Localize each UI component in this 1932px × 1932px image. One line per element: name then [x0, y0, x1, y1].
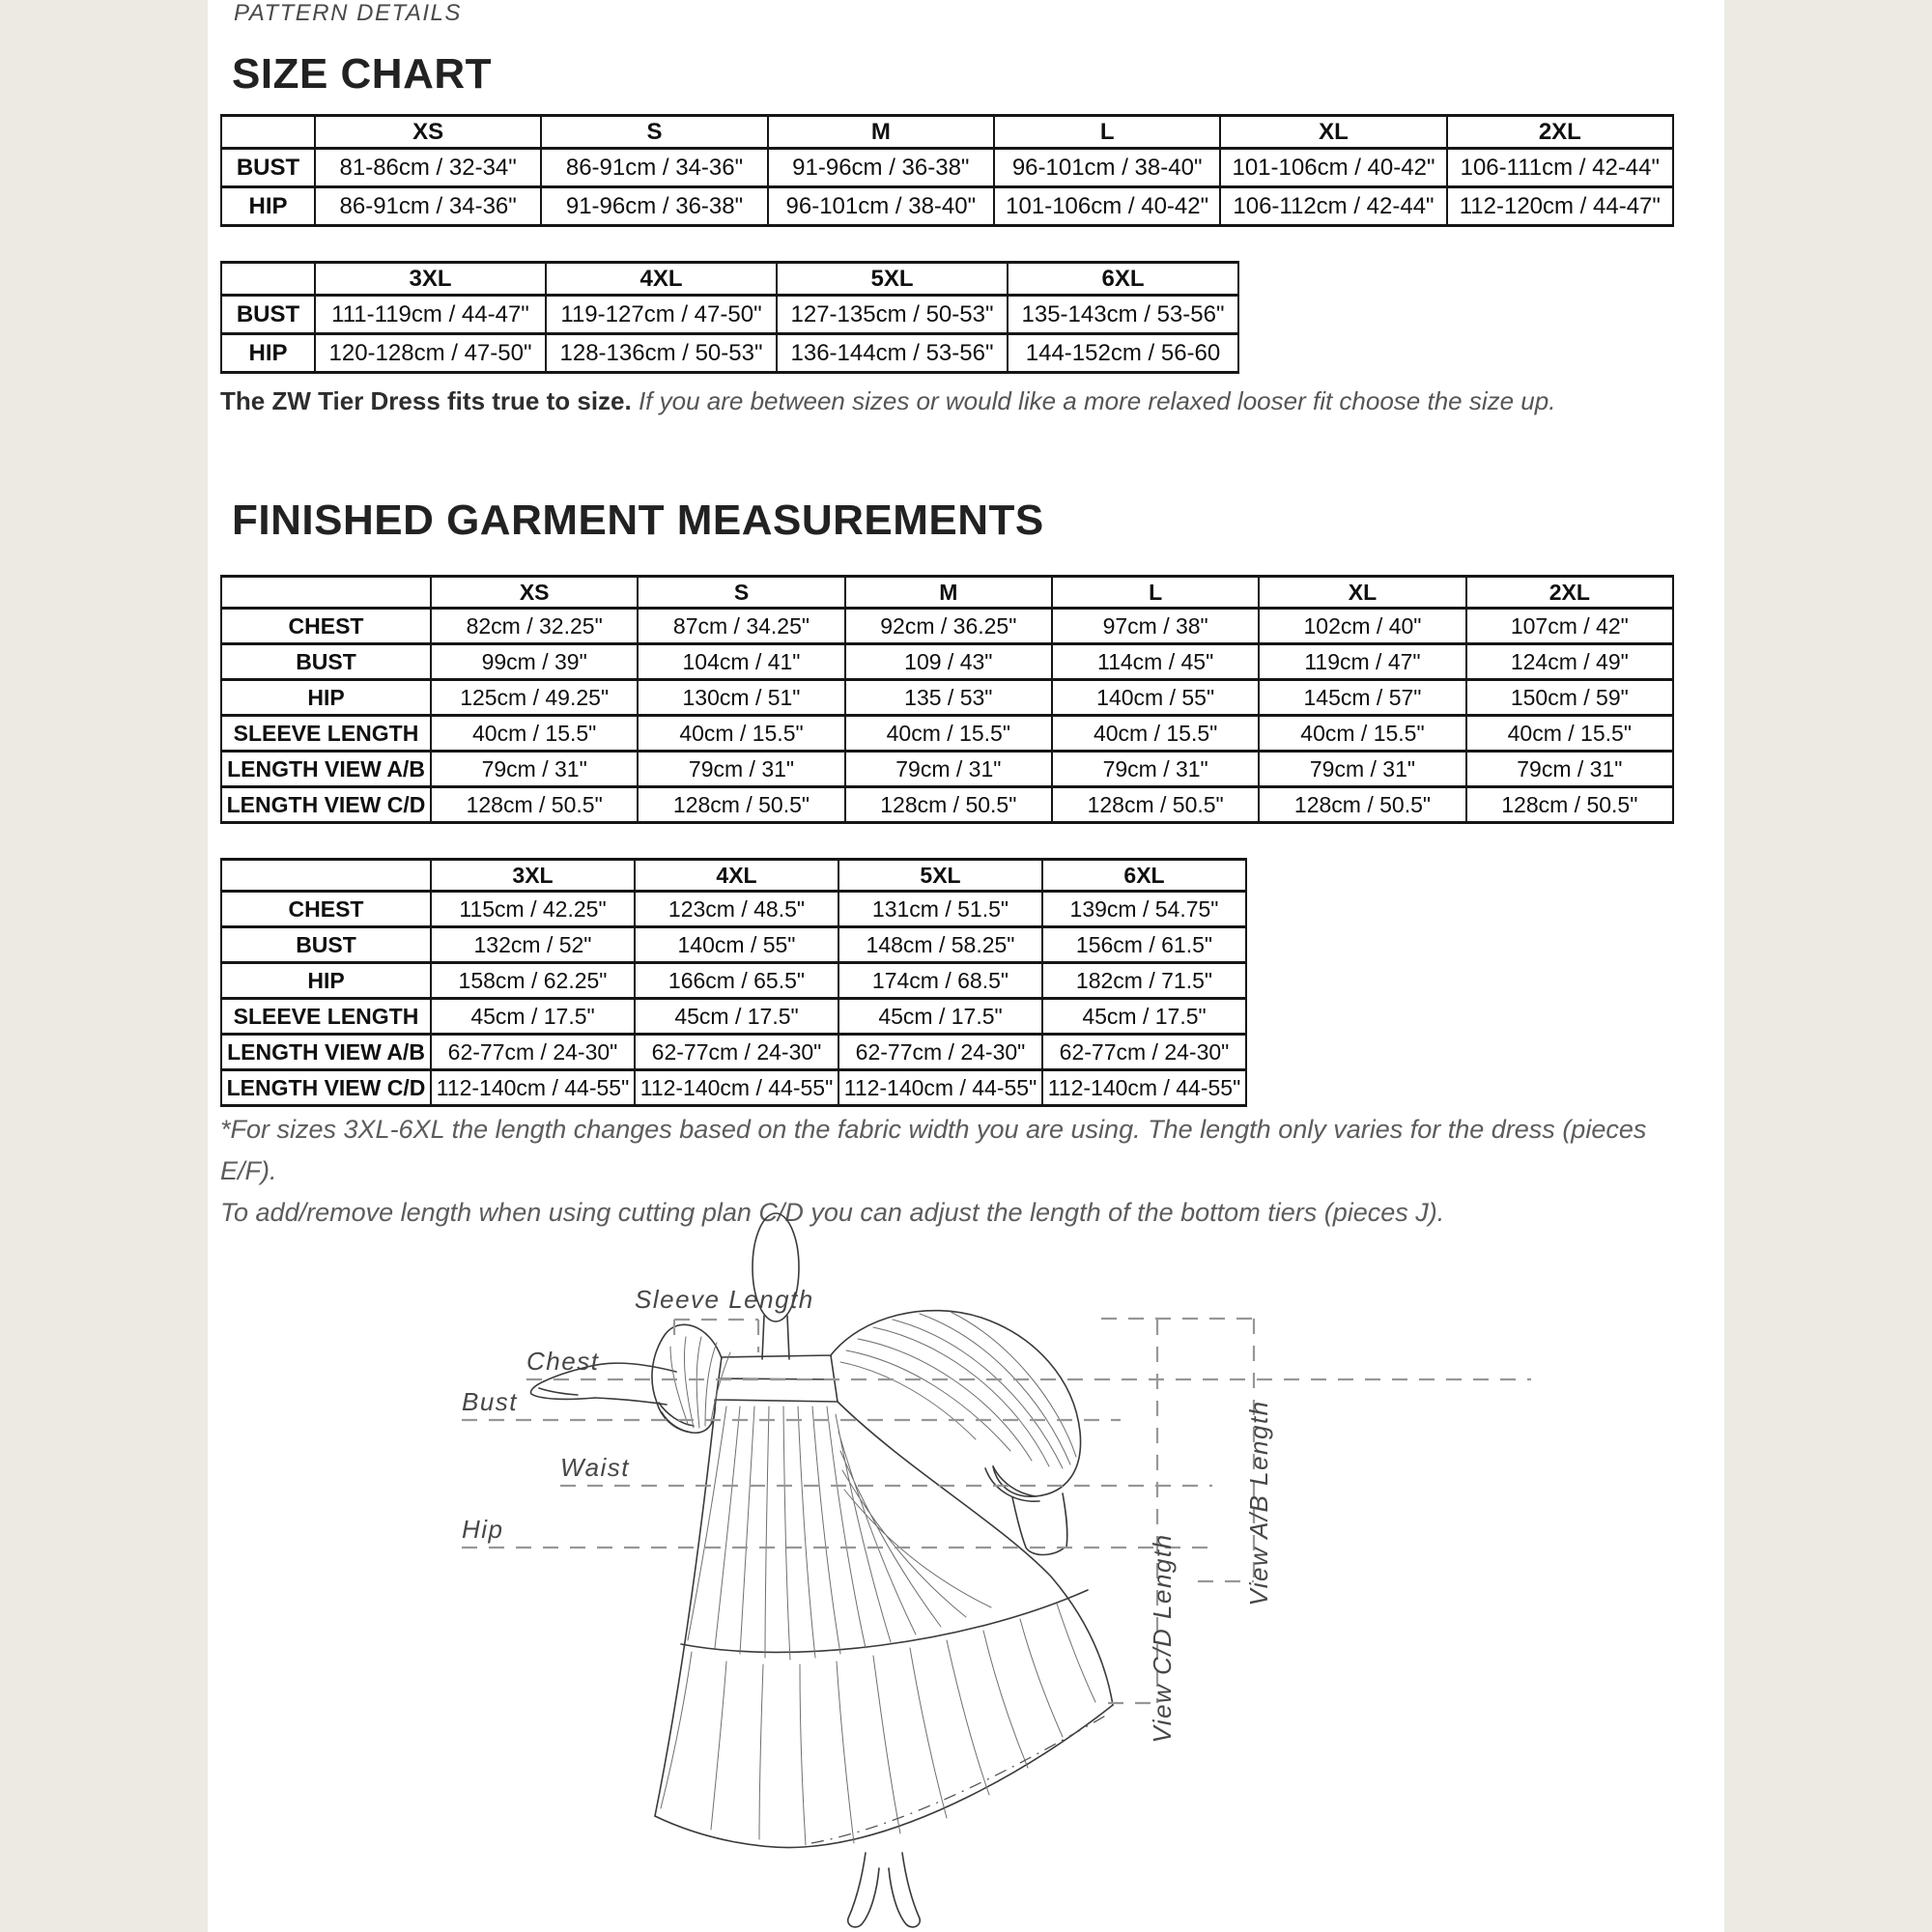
- measurement-cell: 92cm / 36.25": [845, 609, 1052, 644]
- measurement-cell: 102cm / 40": [1259, 609, 1465, 644]
- measurement-lines: [462, 1319, 1531, 1703]
- measurement-cell: 86-91cm / 34-36": [315, 187, 541, 226]
- figure-outline: [531, 1213, 1113, 1927]
- measurement-cell: 114cm / 45": [1052, 644, 1259, 680]
- measurement-cell: 128cm / 50.5": [1466, 787, 1673, 823]
- row-label: CHEST: [221, 609, 431, 644]
- table-row: [221, 644, 1673, 680]
- size-column-header: 5XL: [838, 860, 1042, 892]
- corner-cell: [221, 577, 431, 609]
- row-label: BUST: [221, 927, 431, 963]
- size-column-header: 5XL: [777, 263, 1008, 296]
- measurement-cell: 62-77cm / 24-30": [1042, 1035, 1246, 1070]
- measurement-cell: 99cm / 39": [431, 644, 638, 680]
- measurement-cell: 140cm / 55": [1052, 680, 1259, 716]
- row-label: HIP: [221, 187, 315, 226]
- row-label: HIP: [221, 963, 431, 999]
- size-column-header: L: [1052, 577, 1259, 609]
- table-row: [221, 963, 1246, 999]
- measurement-cell: 40cm / 15.5": [638, 716, 844, 752]
- measurement-cell: 79cm / 31": [431, 752, 638, 787]
- skirt-left-edge: [655, 1400, 716, 1816]
- footnote-line-1: *For sizes 3XL-6XL the length changes based on the fabric width you are using. The length only varies for the dress (pieces E/F).: [220, 1115, 1647, 1185]
- row-label: SLEEVE LENGTH: [221, 716, 431, 752]
- row-label: LENGTH VIEW C/D: [221, 787, 431, 823]
- measurement-cell: 45cm / 17.5": [635, 999, 838, 1035]
- pattern-details-eyebrow: PATTERN DETAILS: [234, 0, 462, 26]
- size-column-header: XL: [1220, 116, 1446, 149]
- measurement-cell: 156cm / 61.5": [1042, 927, 1246, 963]
- measurement-cell: 150cm / 59": [1466, 680, 1673, 716]
- size-column-header: 3XL: [315, 263, 546, 296]
- hem: [655, 1705, 1113, 1848]
- header-row: [221, 263, 1238, 296]
- table-row: [221, 187, 1673, 226]
- measurement-cell: 136-144cm / 53-56": [777, 334, 1008, 373]
- row-label: LENGTH VIEW A/B: [221, 752, 431, 787]
- measurement-cell: 101-106cm / 40-42": [1220, 149, 1446, 187]
- finished-garment-table-standard: [220, 575, 1674, 824]
- measurement-cell: 148cm / 58.25": [838, 927, 1042, 963]
- header-row: [221, 577, 1673, 609]
- row-label: BUST: [221, 149, 315, 187]
- table-row: [221, 680, 1673, 716]
- left-foot: [848, 1853, 879, 1927]
- chest-label: Chest: [526, 1347, 600, 1376]
- measurement-cell: 145cm / 57": [1259, 680, 1465, 716]
- size-column-header: XS: [431, 577, 638, 609]
- table-row: [221, 927, 1246, 963]
- measurement-cell: 81-86cm / 32-34": [315, 149, 541, 187]
- size-column-header: 6XL: [1042, 860, 1246, 892]
- table-row: [221, 296, 1238, 334]
- measurement-cell: 101-106cm / 40-42": [994, 187, 1220, 226]
- skirt-right-edge: [838, 1402, 1113, 1705]
- table-row: [221, 787, 1673, 823]
- size-chart-table-extended: [220, 261, 1239, 374]
- measurement-cell: 131cm / 51.5": [838, 892, 1042, 927]
- size-column-header: S: [638, 577, 844, 609]
- gather-lines: [661, 1312, 1095, 1845]
- table-row: [221, 1035, 1246, 1070]
- size-column-header: M: [845, 577, 1052, 609]
- measurement-cell: 123cm / 48.5": [635, 892, 838, 927]
- measurement-cell: 91-96cm / 36-38": [768, 149, 994, 187]
- measurement-cell: 182cm / 71.5": [1042, 963, 1246, 999]
- size-column-header: 4XL: [635, 860, 838, 892]
- measurement-cell: 40cm / 15.5": [1466, 716, 1673, 752]
- corner-cell: [221, 263, 315, 296]
- table-row: [221, 334, 1238, 373]
- table-row: [221, 892, 1246, 927]
- measurement-cell: 174cm / 68.5": [838, 963, 1042, 999]
- fit-note-bold: The ZW Tier Dress fits true to size.: [220, 386, 632, 415]
- sleeve-length-label: Sleeve Length: [635, 1285, 814, 1314]
- measurement-cell: 79cm / 31": [845, 752, 1052, 787]
- measurement-cell: 115cm / 42.25": [431, 892, 635, 927]
- corner-cell: [221, 860, 431, 892]
- row-label: CHEST: [221, 892, 431, 927]
- size-chart-title: SIZE CHART: [232, 50, 492, 98]
- measurement-cell: 135 / 53": [845, 680, 1052, 716]
- measurement-cell: 128cm / 50.5": [431, 787, 638, 823]
- measurement-cell: 112-140cm / 44-55": [431, 1070, 635, 1106]
- measurement-cell: 96-101cm / 38-40": [768, 187, 994, 226]
- measurement-cell: 40cm / 15.5": [1259, 716, 1465, 752]
- measurement-cell: 79cm / 31": [638, 752, 844, 787]
- finished-garment-table-extended: [220, 858, 1247, 1107]
- hip-label: Hip: [462, 1515, 504, 1544]
- size-column-header: S: [541, 116, 767, 149]
- measurement-cell: 144-152cm / 56-60: [1008, 334, 1238, 373]
- measurement-cell: 62-77cm / 24-30": [431, 1035, 635, 1070]
- measurement-cell: 124cm / 49": [1466, 644, 1673, 680]
- measurement-cell: 166cm / 65.5": [635, 963, 838, 999]
- fit-note-italic: If you are between sizes or would like a more relaxed looser fit choose the size up.: [631, 386, 1556, 415]
- measurement-cell: 97cm / 38": [1052, 609, 1259, 644]
- header-row: [221, 116, 1673, 149]
- measurement-cell: 79cm / 31": [1466, 752, 1673, 787]
- measurement-cell: 112-140cm / 44-55": [635, 1070, 838, 1106]
- row-label: HIP: [221, 334, 315, 373]
- row-label: HIP: [221, 680, 431, 716]
- size-column-header: 4XL: [546, 263, 777, 296]
- measurement-cell: 107cm / 42": [1466, 609, 1673, 644]
- measurement-cell: 87cm / 34.25": [638, 609, 844, 644]
- bust-label: Bust: [462, 1387, 519, 1416]
- measurement-cell: 112-140cm / 44-55": [838, 1070, 1042, 1106]
- size-column-header: M: [768, 116, 994, 149]
- size-chart-table-standard: [220, 114, 1674, 227]
- row-label: BUST: [221, 296, 315, 334]
- measurement-cell: 158cm / 62.25": [431, 963, 635, 999]
- row-label: SLEEVE LENGTH: [221, 999, 431, 1035]
- garment-measurement-diagram: [386, 1208, 1565, 1932]
- measurement-cell: 128cm / 50.5": [1259, 787, 1465, 823]
- measurement-cell: 111-119cm / 44-47": [315, 296, 546, 334]
- measurement-cell: 40cm / 15.5": [1052, 716, 1259, 752]
- table-row: [221, 149, 1673, 187]
- measurement-cell: 62-77cm / 24-30": [635, 1035, 838, 1070]
- measurement-cell: 128cm / 50.5": [638, 787, 844, 823]
- measurement-cell: 45cm / 17.5": [838, 999, 1042, 1035]
- measurement-cell: 130cm / 51": [638, 680, 844, 716]
- measurement-cell: 91-96cm / 36-38": [541, 187, 767, 226]
- measurement-cell: 119-127cm / 47-50": [546, 296, 777, 334]
- size-column-header: 6XL: [1008, 263, 1238, 296]
- view-cd-label: View C/D Length: [1148, 1533, 1177, 1744]
- size-column-header: 2XL: [1447, 116, 1673, 149]
- measurement-cell: 128-136cm / 50-53": [546, 334, 777, 373]
- measurement-cell: 109 / 43": [845, 644, 1052, 680]
- table-row: [221, 999, 1246, 1035]
- measurement-cell: 125cm / 49.25": [431, 680, 638, 716]
- right-sleeve-ruffle: [985, 1466, 1039, 1501]
- measurement-cell: 128cm / 50.5": [1052, 787, 1259, 823]
- measurement-cell: 40cm / 15.5": [431, 716, 638, 752]
- measurement-cell: 45cm / 17.5": [431, 999, 635, 1035]
- measurement-cell: 139cm / 54.75": [1042, 892, 1246, 927]
- table-row: [221, 716, 1673, 752]
- left-hand: [531, 1381, 595, 1399]
- footnote-line-2: To add/remove length when using cutting plan C/D you can adjust the length of the bottom tiers (pieces J).: [220, 1198, 1445, 1227]
- size-column-header: XL: [1259, 577, 1465, 609]
- size-column-header: L: [994, 116, 1220, 149]
- waist-label: Waist: [560, 1453, 631, 1482]
- measurement-cell: 112-120cm / 44-47": [1447, 187, 1673, 226]
- measurement-cell: 104cm / 41": [638, 644, 844, 680]
- measurement-cell: 119cm / 47": [1259, 644, 1465, 680]
- size-column-header: 2XL: [1466, 577, 1673, 609]
- fit-note: [220, 386, 1555, 416]
- size-column-header: XS: [315, 116, 541, 149]
- measurement-cell: 62-77cm / 24-30": [838, 1035, 1042, 1070]
- measurement-cell: 112-140cm / 44-55": [1042, 1070, 1246, 1106]
- finished-garment-title: FINISHED GARMENT MEASUREMENTS: [232, 497, 1044, 544]
- size-column-header: 3XL: [431, 860, 635, 892]
- right-foot: [889, 1853, 920, 1927]
- row-label: LENGTH VIEW A/B: [221, 1035, 431, 1070]
- table-row: [221, 752, 1673, 787]
- table-row: [221, 609, 1673, 644]
- measurement-cell: 96-101cm / 38-40": [994, 149, 1220, 187]
- measurement-cell: 40cm / 15.5": [845, 716, 1052, 752]
- measurement-cell: 135-143cm / 53-56": [1008, 296, 1238, 334]
- measurement-cell: 132cm / 52": [431, 927, 635, 963]
- diagram-labels: [462, 1285, 1273, 1744]
- measurement-cell: 86-91cm / 34-36": [541, 149, 767, 187]
- measurement-cell: 79cm / 31": [1052, 752, 1259, 787]
- under-hem-dashdot: [811, 1714, 1109, 1843]
- table-row: [221, 1070, 1246, 1106]
- row-label: BUST: [221, 644, 431, 680]
- measurement-cell: 79cm / 31": [1259, 752, 1465, 787]
- measurement-cell: 82cm / 32.25": [431, 609, 638, 644]
- measurement-cell: 45cm / 17.5": [1042, 999, 1246, 1035]
- measurement-cell: 106-111cm / 42-44": [1447, 149, 1673, 187]
- measurement-cell: 128cm / 50.5": [845, 787, 1052, 823]
- measurement-cell: 120-128cm / 47-50": [315, 334, 546, 373]
- view-ab-label: View A/B Length: [1244, 1400, 1273, 1606]
- right-arm: [1012, 1493, 1067, 1555]
- corner-cell: [221, 116, 315, 149]
- right-puff-sleeve: [831, 1311, 1081, 1497]
- measurement-cell: 106-112cm / 42-44": [1220, 187, 1446, 226]
- row-label: LENGTH VIEW C/D: [221, 1070, 431, 1106]
- measurement-cell: 140cm / 55": [635, 927, 838, 963]
- measurement-cell: 127-135cm / 50-53": [777, 296, 1008, 334]
- header-row: [221, 860, 1246, 892]
